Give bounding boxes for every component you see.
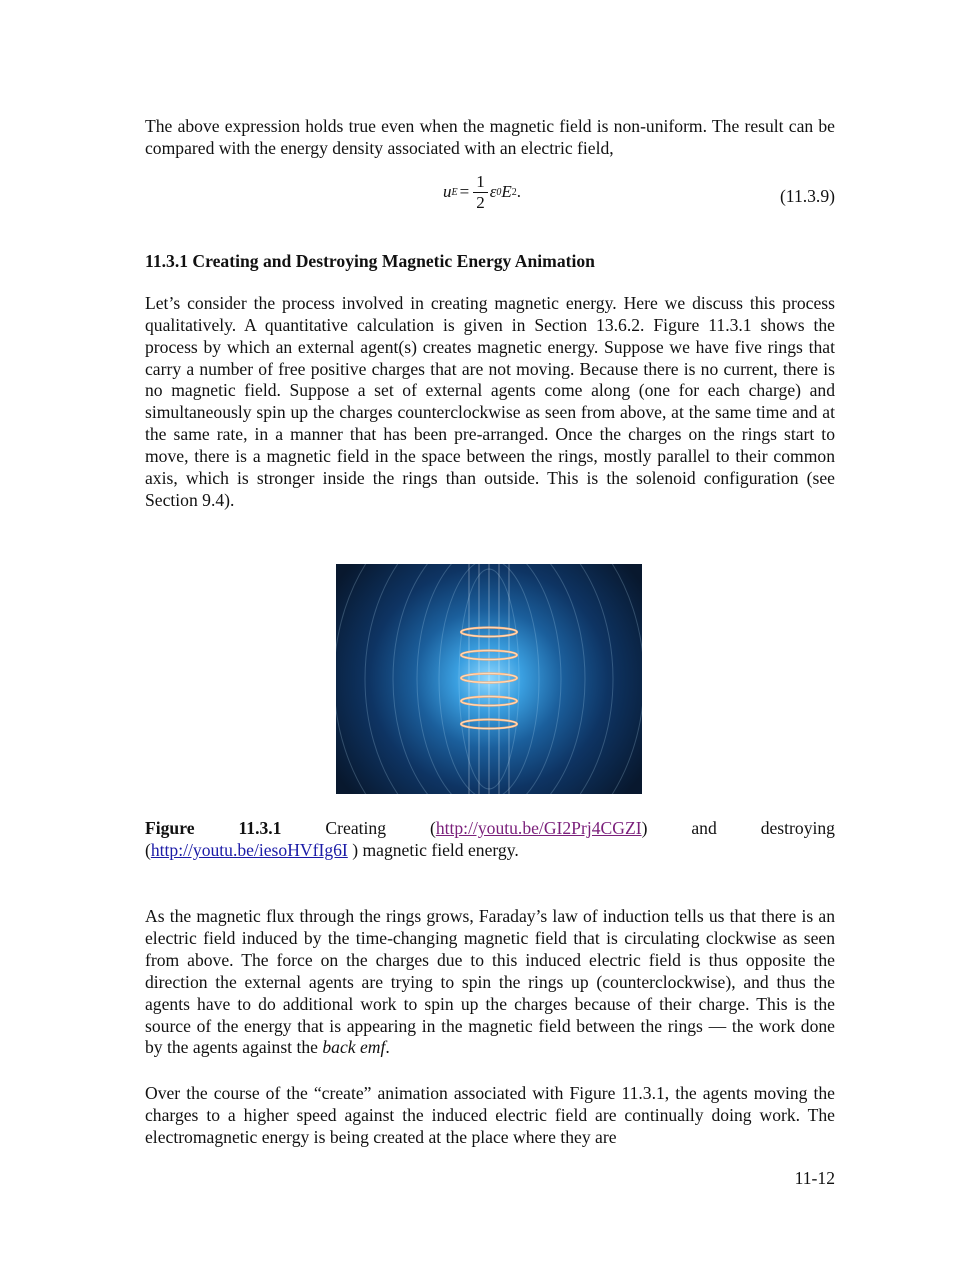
eq-epsilon-sub: 0 [496,186,502,198]
page-number: 11-12 [794,1168,835,1188]
eq-exp: 2 [511,186,517,198]
caption-destroying: destroying [760,818,835,838]
eq-equals: = [459,182,470,202]
section-paragraph: Let’s consider the process involved in creating magnetic energy. Here we discuss this process qualitatively. A quantitative calculation is given in Section 13.6.2. Figure 11.3.1 shows the process by which an external agent(s) creates magnetic energy. Suppose we have five rings that carry a number of free positive charges that are not moving. Because there is no current, there is no magnetic field. Suppose a set of external agents come along (one for each charge) and simultaneously spin up the charges counterclockwise as seen from above, at the same time and at the same rate, in a manner that has been pre-arranged. Once the charges on the rings start to move, there is a magnetic field in the space between the rings, mostly parallel to their common axis, which is stronger inside the rings than outside. This is the solenoid configuration (see Section 9.4). [145,292,835,510]
destroy-animation-link[interactable]: http://youtu.be/iesoHVfIg6I [150,839,348,860]
solenoid-field-image [336,564,642,794]
section-heading: 11.3.1 Creating and Destroying Magnetic Energy Animation [145,250,595,271]
field-lines-graphic [336,564,642,794]
equation-11-3-9 [145,164,835,234]
figure-number: 11.3.1 [238,818,282,838]
create-animation-paragraph: Over the course of the “create” animation associated with Figure 11.3.1, the agents moving the charges to a higher speed against the induced electric field are continually doing work. The electromagnetic energy is being created at the place where they are [145,1083,835,1147]
back-emf-term: back emf [322,1037,386,1058]
caption-end: ) magnetic field energy. [347,839,519,860]
intro-paragraph: The above expression holds true even when the magnetic field is non-uniform. The result can be compared with the energy density associated with an electric field, [145,116,835,158]
eq-period: . [516,182,522,202]
caption-and: and [691,818,717,838]
caption-creating: Creating [325,818,387,838]
eq-lhs-sub: E [451,186,458,198]
figure-label: Figure [145,818,195,838]
induction-paragraph: As the magnetic flux through the rings grows, Faraday’s law of induction tells us that there is an electric field induced by the time-changing magnetic field that is circulating clockwise as seen from above. The force on the charges due to this induced electric field is thus opposite the direction the external agents are trying to spin the rings up (counterclockwise), and thus the agents have to do additional work to spin up the charges because of their charge. This is the source of the energy that is appearing in the magnetic field between the rings — the work done by the agents against the back emf. [145,906,835,1058]
eq-epsilon: ε [489,182,497,202]
caption-line-2: (http://youtu.be/iesoHVfIg6I ) magnetic field energy. [145,839,519,860]
figure-caption [145,818,835,862]
caption-create-link-wrap: (http://youtu.be/GI2Prj4CGZI) [429,818,648,838]
eq-lhs: u [443,182,452,202]
equation-number: (11.3.9) [779,185,835,206]
eq-frac-den: 2 [476,192,485,212]
page-content [145,116,835,1147]
eq-field: E [501,182,512,202]
eq-fraction [473,172,488,213]
eq-frac-num: 1 [473,172,488,193]
create-animation-link[interactable]: http://youtu.be/GI2Prj4CGZI [435,818,642,838]
energy-density-equation [443,172,521,213]
caption-line-1 [145,818,835,840]
